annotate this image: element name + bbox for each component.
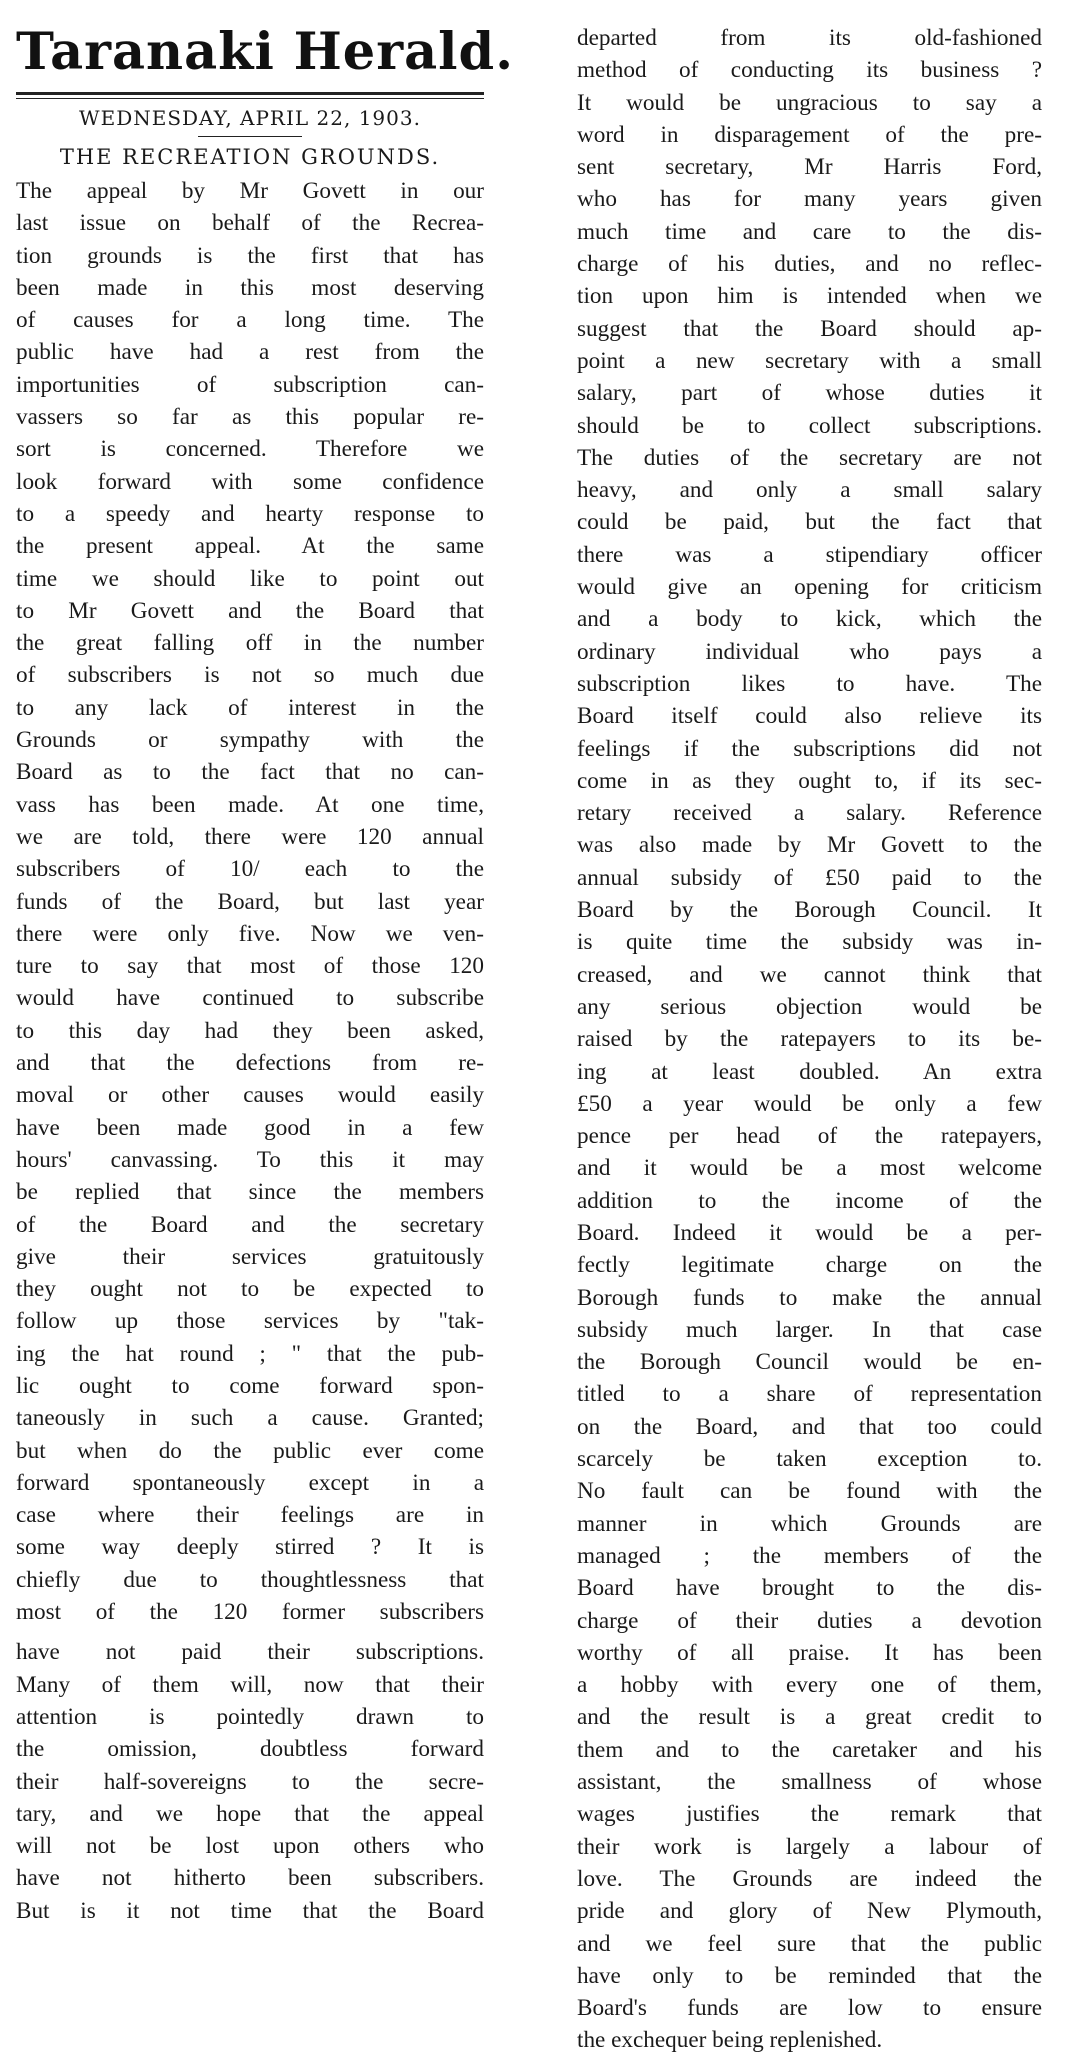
article-line: love. The Grounds are indeed the <box>577 1865 1042 1892</box>
article-line: been made in this most deserving <box>16 274 484 301</box>
article-line: departed from its old-fashioned <box>577 25 1042 51</box>
article-line: have only to be reminded that the <box>577 1962 1042 1989</box>
article-line: ture to say that most of those 120 <box>16 953 484 980</box>
article-line: come in as they ought to, if its sec- <box>577 767 1042 794</box>
masthead-rule-thick <box>16 92 484 95</box>
article-line: have not hitherto been subscribers. <box>16 1865 484 1892</box>
article-line: give their services gratuitously <box>16 1243 484 1270</box>
article-line: and it would be a most welcome <box>577 1155 1042 1182</box>
article-line: should be to collect subscriptions. <box>577 412 1042 439</box>
article-line: and the result is a great credit to <box>577 1704 1042 1731</box>
article-line: ing at least doubled. An extra <box>577 1058 1042 1085</box>
article-line: the exchequer being replenished. <box>577 2027 883 2054</box>
article-line: a hobby with every one of them, <box>577 1672 1042 1699</box>
article-line: importunities of subscription can- <box>16 371 484 398</box>
article-line: who has for many years given <box>577 186 1042 213</box>
dateline-rule <box>198 136 302 137</box>
article-line: their half-sovereigns to the secre- <box>16 1768 484 1795</box>
article-line: annual subsidy of £50 paid to the <box>577 864 1042 891</box>
article-line: salary, part of whose duties it <box>577 380 1042 407</box>
article-line: managed ; the members of the <box>577 1542 1042 1569</box>
article-line: Many of them will, now that their <box>16 1671 484 1698</box>
article-line: No fault can be found with the <box>577 1478 1042 1505</box>
article-line: Board itself could also relieve its <box>577 703 1042 730</box>
article-line: have been made good in a few <box>16 1114 484 1141</box>
article-line: tion upon him is intended when we <box>577 283 1042 310</box>
dateline: WEDNESDAY, APRIL 22, 1903. <box>79 106 421 130</box>
article-line: method of conducting its business ? <box>577 57 1042 84</box>
article-line: manner in which Grounds are <box>577 1510 1042 1537</box>
article-line: titled to a share of representation <box>577 1381 1042 1408</box>
article-line: point a new secretary with a small <box>577 347 1042 374</box>
article-line: subscription likes to have. The <box>577 670 1042 697</box>
article-line: to Mr Govett and the Board that <box>16 597 484 624</box>
article-body-left <box>16 175 484 1628</box>
article-line: pride and glory of New Plymouth, <box>577 1898 1042 1925</box>
article-headline: THE RECREATION GROUNDS. <box>59 145 441 169</box>
masthead-title: Taranaki Herald. <box>16 22 514 82</box>
right-column <box>577 22 1042 2057</box>
article-line: funds of the Board, but last year <box>16 888 484 915</box>
article-line: and a body to kick, which the <box>577 606 1042 633</box>
article-line: time we should like to point out <box>16 565 484 592</box>
article-line: we are told, there were 120 annual <box>16 823 484 850</box>
article-line: there was a stipendiary officer <box>577 541 1042 568</box>
article-line: would have continued to subscribe <box>16 985 484 1012</box>
article-line: is quite time the subsidy was in- <box>577 929 1042 956</box>
article-line: be replied that since the members <box>16 1179 484 1206</box>
article-line: lic ought to come forward spon- <box>16 1372 484 1399</box>
article-line: charge of their duties a devotion <box>577 1607 1042 1634</box>
article-line: tion grounds is the first that has <box>16 242 484 269</box>
article-line: Board by the Borough Council. It <box>577 897 1042 924</box>
article-line: ordinary individual who pays a <box>577 638 1042 665</box>
article-line: sent secretary, Mr Harris Ford, <box>577 154 1042 181</box>
article-line: of causes for a long time. The <box>16 307 484 334</box>
article-line: vass has been made. At one time, <box>16 791 484 818</box>
article-line: taneously in such a cause. Granted; <box>16 1405 484 1432</box>
article-line: them and to the caretaker and his <box>577 1736 1042 1763</box>
article-line: some way deeply stirred ? It is <box>16 1534 484 1561</box>
article-line: moval or other causes would easily <box>16 1082 484 1109</box>
article-line: and that the defections from re- <box>16 1050 484 1077</box>
article-line: word in disparagement of the pre- <box>577 121 1042 148</box>
article-line: have not paid their subscriptions. <box>16 1639 484 1666</box>
article-line: Borough funds to make the annual <box>577 1284 1042 1311</box>
article-line: fectly legitimate charge on the <box>577 1252 1042 1279</box>
article-line: the omission, doubtless forward <box>16 1736 484 1763</box>
article-body-right <box>577 22 1042 2057</box>
masthead-rule-thin <box>16 98 484 99</box>
article-line: raised by the ratepayers to its be- <box>577 1026 1042 1053</box>
article-line: Board as to the fact that no can- <box>16 759 484 786</box>
article-line: Board's funds are low to ensure <box>577 1995 1042 2022</box>
article-line: It would be ungracious to say a <box>577 89 1042 116</box>
article-line: addition to the income of the <box>577 1187 1042 1214</box>
article-line: charge of his duties, and no reflec- <box>577 251 1042 278</box>
article-line: could be paid, but the fact that <box>577 509 1042 536</box>
article-line: But is it not time that the Board <box>16 1897 484 1924</box>
article-line: of the Board and the secretary <box>16 1211 484 1238</box>
article-line: most of the 120 former subscribers <box>16 1599 484 1626</box>
article-line: was also made by Mr Govett to the <box>577 832 1042 859</box>
article-line: heavy, and only a small salary <box>577 477 1042 504</box>
article-line: much time and care to the dis- <box>577 218 1042 245</box>
article-line: assistant, the smallness of whose <box>577 1769 1042 1796</box>
article-line: Board have brought to the dis- <box>577 1575 1042 1602</box>
article-line: on the Board, and that too could <box>577 1413 1042 1440</box>
article-line: chiefly due to thoughtlessness that <box>16 1566 484 1593</box>
article-line: of subscribers is not so much due <box>16 662 484 689</box>
article-line: hours' canvassing. To this it may <box>16 1146 484 1173</box>
article-line: Grounds or sympathy with the <box>16 727 484 754</box>
article-line: worthy of all praise. It has been <box>577 1639 1042 1666</box>
article-line: Board. Indeed it would be a per- <box>577 1219 1042 1246</box>
article-line: wages justifies the remark that <box>577 1801 1042 1828</box>
article-line: they ought not to be expected to <box>16 1276 484 1303</box>
article-line: follow up those services by "tak- <box>16 1308 484 1335</box>
article-line: subsidy much larger. In that case <box>577 1316 1042 1343</box>
article-line: look forward with some confidence <box>16 468 484 495</box>
article-line: will not be lost upon others who <box>16 1833 484 1860</box>
article-line: the great falling off in the number <box>16 630 484 657</box>
article-line: ing the hat round ; " that the pub- <box>16 1340 484 1367</box>
article-line: forward spontaneously except in a <box>16 1469 484 1496</box>
article-line: attention is pointedly drawn to <box>16 1703 484 1730</box>
article-line: last issue on behalf of the Recrea- <box>16 210 484 237</box>
article-line: to this day had they been asked, <box>16 1017 484 1044</box>
article-line: but when do the public ever come <box>16 1437 484 1464</box>
article-line: The appeal by Mr Govett in our <box>16 178 484 204</box>
article-line: case where their feelings are in <box>16 1502 484 1529</box>
article-line: their work is largely a labour of <box>577 1833 1042 1860</box>
article-line: public have had a rest from the <box>16 339 484 366</box>
article-line: sort is concerned. Therefore we <box>16 436 484 463</box>
article-line: suggest that the Board should ap- <box>577 315 1042 342</box>
article-line: £50 a year would be only a few <box>577 1090 1042 1117</box>
article-line: retary received a salary. Reference <box>577 800 1042 827</box>
article-line: pence per head of the ratepayers, <box>577 1123 1042 1150</box>
article-line: scarcely be taken exception to. <box>577 1446 1042 1473</box>
article-line: creased, and we cannot think that <box>577 961 1042 988</box>
left-column <box>16 20 514 1927</box>
article-line: to any lack of interest in the <box>16 694 484 721</box>
article-line: to a speedy and hearty response to <box>16 500 484 527</box>
article-line: the present appeal. At the same <box>16 533 484 560</box>
article-line: any serious objection would be <box>577 993 1042 1020</box>
article-line: subscribers of 10/ each to the <box>16 856 484 883</box>
article-line: there were only five. Now we ven- <box>16 920 484 947</box>
article-line: vassers so far as this popular re- <box>16 404 484 431</box>
article-line: the Borough Council would be en- <box>577 1349 1042 1376</box>
article-line: The duties of the secretary are not <box>577 444 1042 471</box>
article-body-left-continued <box>16 1636 484 1927</box>
article-line: feelings if the subscriptions did not <box>577 735 1042 762</box>
article-line: and we feel sure that the public <box>577 1930 1042 1957</box>
article-line: tary, and we hope that the appeal <box>16 1800 484 1827</box>
article-line: would give an opening for criticism <box>577 574 1042 601</box>
